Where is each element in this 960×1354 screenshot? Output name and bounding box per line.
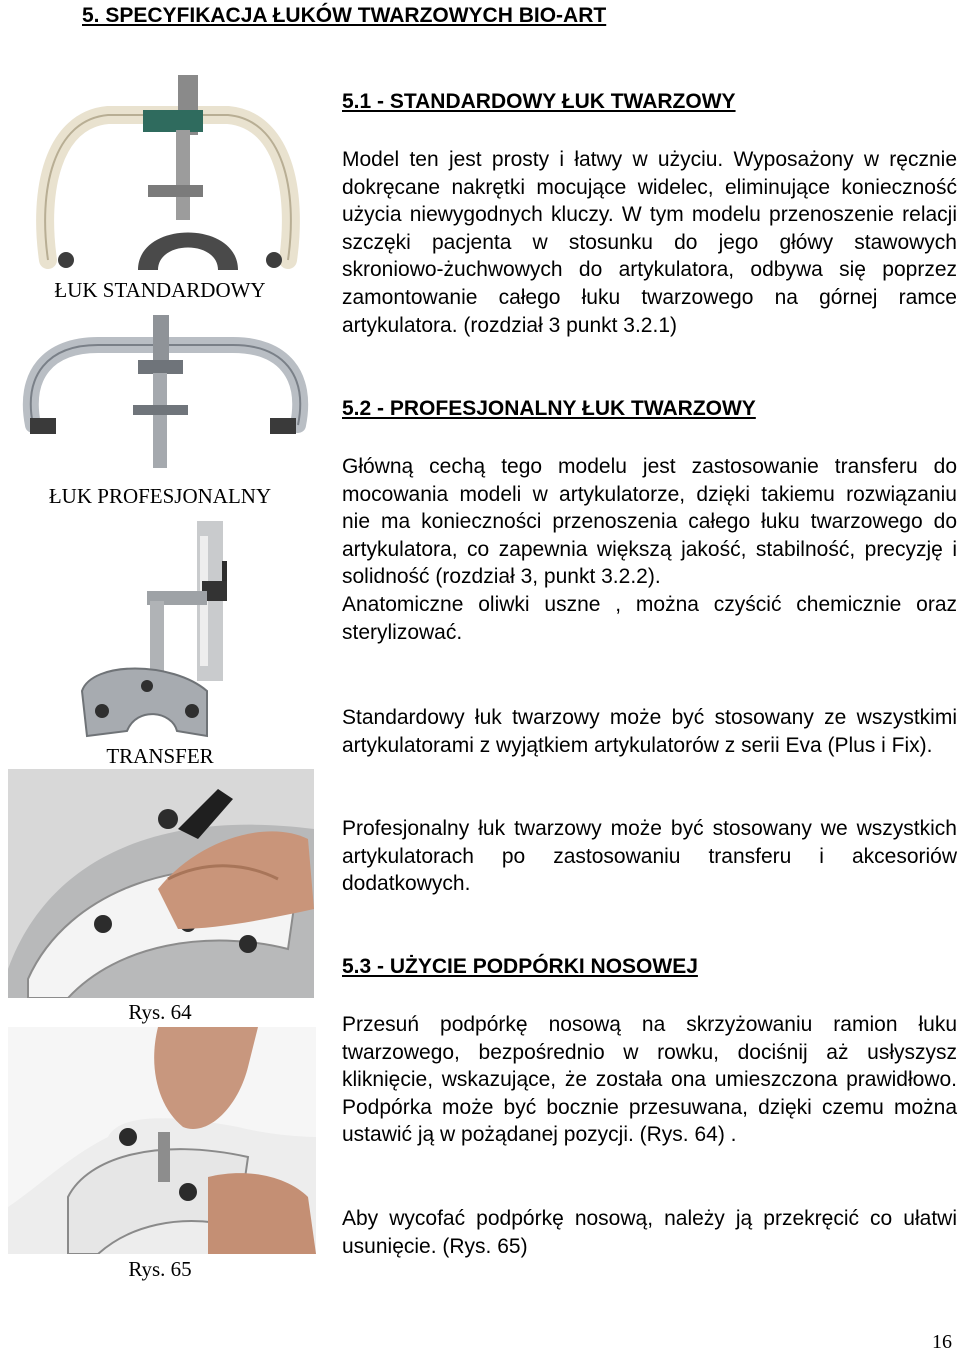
figure-64-photo <box>8 769 314 998</box>
standard-facebow-photo <box>28 70 308 270</box>
section-5-2-paragraph-4: Profesjonalny łuk twarzowy może być stosowany we wszystkich artykulatorach po zastosowaniu transferu i akcesoriów dodatkowych. <box>342 817 957 896</box>
section-5-3-body <box>342 1011 957 1149</box>
section-5-2-paragraph-1: Główną cechą tego modelu jest zastosowanie transferu do mocowania modeli w artykulatorze, dzięki takiemu rozwiązaniu nie ma konieczności przenoszenia całego łuku twarzowego do artykulatora, co zapewnia większą jakość, stabilność, precyzję i solidność (rozdział 3, punkt 3.2.2). <box>342 455 957 589</box>
section-5-2-body <box>342 453 957 646</box>
section-5-3-paragraph-2: Aby wycofać podpórkę nosową, należy ją przekręcić co ułatwi usunięcie. (Rys. 65) <box>342 1207 957 1258</box>
page-number: 16 <box>932 1331 952 1353</box>
section-5-3-remove <box>342 1205 957 1260</box>
section-5-2-heading: 5.2 - PROFESJONALNY ŁUK TWARZOWY <box>342 397 756 420</box>
section-5-1-body <box>342 146 957 339</box>
section-5-3-paragraph-1: Przesuń podpórkę nosową na skrzyżowaniu ramion łuku twarzowego, bezpośrednio w rowku, dociśnij aż usłyszysz kliknięcie, wskazujące, że została ona umieszczona prawidłowo. Podpórka może być bocznie przesuwana, dzięki czemu można ustawić ją w pożądanej pozycji. (Rys. 64) . <box>342 1013 957 1147</box>
section-5-1-heading: 5.1 - STANDARDOWY ŁUK TWARZOWY <box>342 90 736 113</box>
figure-64-caption: Rys. 64 <box>128 1000 192 1024</box>
standard-facebow-label: ŁUK STANDARDOWY <box>54 278 266 302</box>
section-5-2-compat-standard <box>342 704 957 759</box>
page-title: 5. SPECYFIKACJA ŁUKÓW TWARZOWYCH BIO-ART <box>82 4 607 27</box>
transfer-photo <box>62 516 227 741</box>
transfer-label: TRANSFER <box>106 744 214 768</box>
professional-facebow-photo <box>18 315 313 475</box>
figure-65-caption: Rys. 65 <box>128 1257 192 1281</box>
section-5-1-text: Model ten jest prosty i łatwy w użyciu. Wyposażony w ręcznie dokręcane nakrętki mocujące widelec, eliminujące konieczność użycia niewygodnych kluczy. W tym modelu przenoszenie relacji szczęki pacjenta w stosunku do jego główy stawowych skroniowo-żuchwowych do artykulatora, odbywa się poprzez zamontowanie całego łuku twarzowego na górnej ramce artykulatora. (rozdział 3 punkt 3.2.1) <box>342 148 957 337</box>
professional-facebow-label: ŁUK PROFESJONALNY <box>48 484 272 508</box>
section-5-2-compat-professional <box>342 815 957 898</box>
section-5-2-paragraph-2: Anatomiczne oliwki uszne , można czyścić chemicznie oraz sterylizować. <box>342 592 957 644</box>
figure-65-photo <box>8 1027 316 1254</box>
section-5-3-heading: 5.3 - UŻYCIE PODPÓRKI NOSOWEJ <box>342 955 698 978</box>
section-5-2-paragraph-3: Standardowy łuk twarzowy może być stosowany ze wszystkimi artykulatorami z wyjątkiem artykulatorów z serii Eva (Plus i Fix). <box>342 706 957 757</box>
